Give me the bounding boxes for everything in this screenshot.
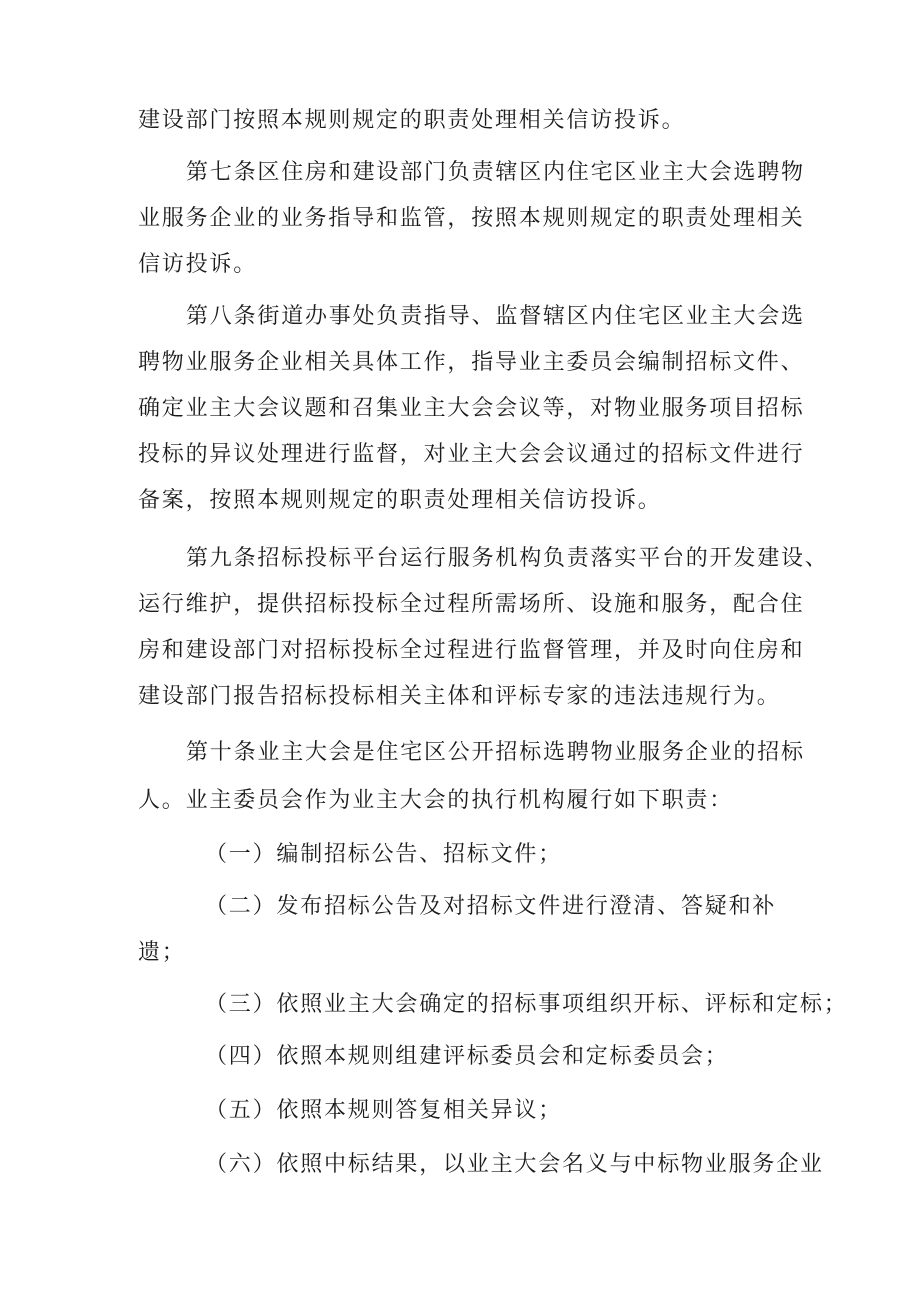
text-line: 信访投诉。 [138,252,258,277]
text-line: 遗； [138,940,186,965]
text-line: 备案，按照本规则规定的职责处理相关信访投诉。 [138,488,662,513]
text-line: 投标的异议处理进行监督，对业主大会会议通过的招标文件进行 [138,442,805,467]
article-8-line: 第八条街道办事处负责指导、监督辖区内住宅区业主大会选 [186,304,805,329]
duty-item-4: （四）依照本规则组建评标委员会和定标委员会； [205,1044,729,1069]
text-line: 建设部门按照本规则规定的职责处理相关信访投诉。 [138,108,686,133]
text-line: 确定业主大会议题和召集业主大会会议等，对物业服务项目招标 [138,396,805,421]
duty-item-3: （三）依照业主大会确定的招标事项组织开标、评标和定标； [205,992,848,1017]
duty-item-5: （五）依照本规则答复相关异议； [205,1098,563,1123]
text-line: 业服务企业的业务指导和监管，按照本规则规定的职责处理相关 [138,206,805,231]
text-line: 房和建设部门对招标投标全过程进行监督管理，并及时向住房和 [138,638,805,663]
duty-item-1: （一）编制招标公告、招标文件； [205,842,563,867]
duty-item-2: （二）发布招标公告及对招标文件进行澄清、答疑和补 [205,894,777,919]
article-9-line: 第九条招标投标平台运行服务机构负责落实平台的开发建设、 [186,546,829,571]
duty-item-6: （六）依照中标结果，以业主大会名义与中标物业服务企业 [205,1152,824,1177]
text-line: 人。业主委员会作为业主大会的执行机构履行如下职责： [138,788,734,813]
text-line: 建设部门报告招标投标相关主体和评标专家的违法违规行为。 [138,684,781,709]
text-line: 聘物业服务企业相关具体工作，指导业主委员会编制招标文件、 [138,350,805,375]
article-10-line: 第十条业主大会是住宅区公开招标选聘物业服务企业的招标 [186,740,805,765]
text-line: 运行维护，提供招标投标全过程所需场所、设施和服务，配合住 [138,592,805,617]
article-7-line: 第七条区住房和建设部门负责辖区内住宅区业主大会选聘物 [186,160,805,185]
